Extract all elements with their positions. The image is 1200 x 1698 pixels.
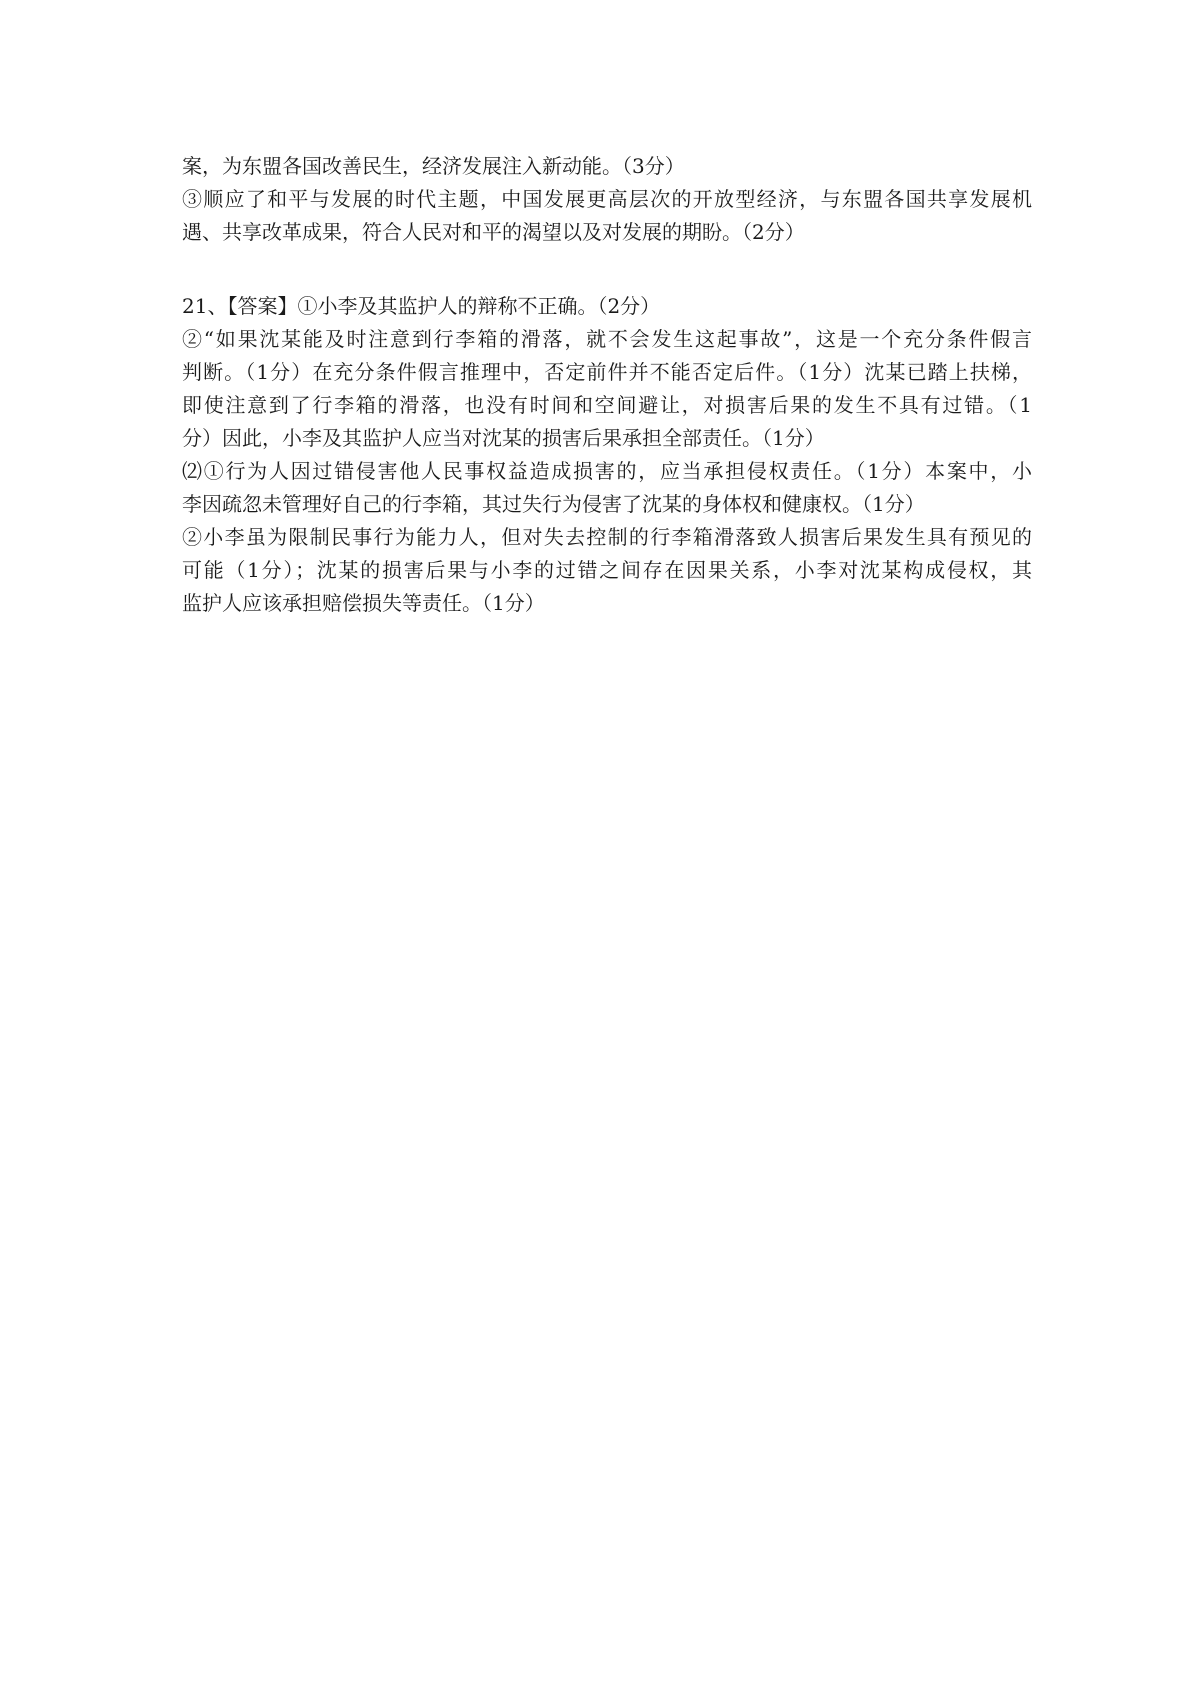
text-line: 李因疏忽未管理好自己的行李箱，其过失行为侵害了沈某的身体权和健康权。（1分） [182, 492, 925, 516]
text-line: ②小李虽为限制民事行为能力人，但对失去控制的行李箱滑落致人损害后果发生具有预见的 [182, 525, 1032, 549]
question-21-answer [182, 290, 1032, 620]
text-line: 21、【答案】①小李及其监护人的辩称不正确。（2分） [182, 294, 661, 318]
text-line: ③顺应了和平与发展的时代主题，中国发展更高层次的开放型经济，与东盟各国共享发展机 [182, 187, 1032, 211]
text-line: 可能（1分）；沈某的损害后果与小李的过错之间存在因果关系，小李对沈某构成侵权，其 [182, 558, 1032, 582]
previous-answer-continuation [182, 150, 1032, 249]
text-line: ②“如果沈某能及时注意到行李箱的滑落，就不会发生这起事故”，这是一个充分条件假言 [182, 327, 1032, 351]
text-line: 监护人应该承担赔偿损失等责任。（1分） [182, 591, 545, 615]
text-line: 判断。（1分）在充分条件假言推理中，否定前件并不能否定后件。（1分）沈某已踏上扶梯， [182, 360, 1032, 384]
text-line: 遇、共享改革成果，符合人民对和平的渴望以及对发展的期盼。（2分） [182, 220, 805, 244]
document-body [182, 150, 1032, 620]
text-line: ⑵①行为人因过错侵害他人民事权益造成损害的，应当承担侵权责任。（1分）本案中，小 [182, 459, 1032, 483]
text-line: 案，为东盟各国改善民生，经济发展注入新动能。（3分） [182, 154, 685, 178]
text-line: 即使注意到了行李箱的滑落，也没有时间和空间避让，对损害后果的发生不具有过错。（1 [182, 393, 1032, 417]
paragraph-gap [182, 249, 1032, 290]
text-line: 分）因此，小李及其监护人应当对沈某的损害后果承担全部责任。（1分） [182, 426, 825, 450]
